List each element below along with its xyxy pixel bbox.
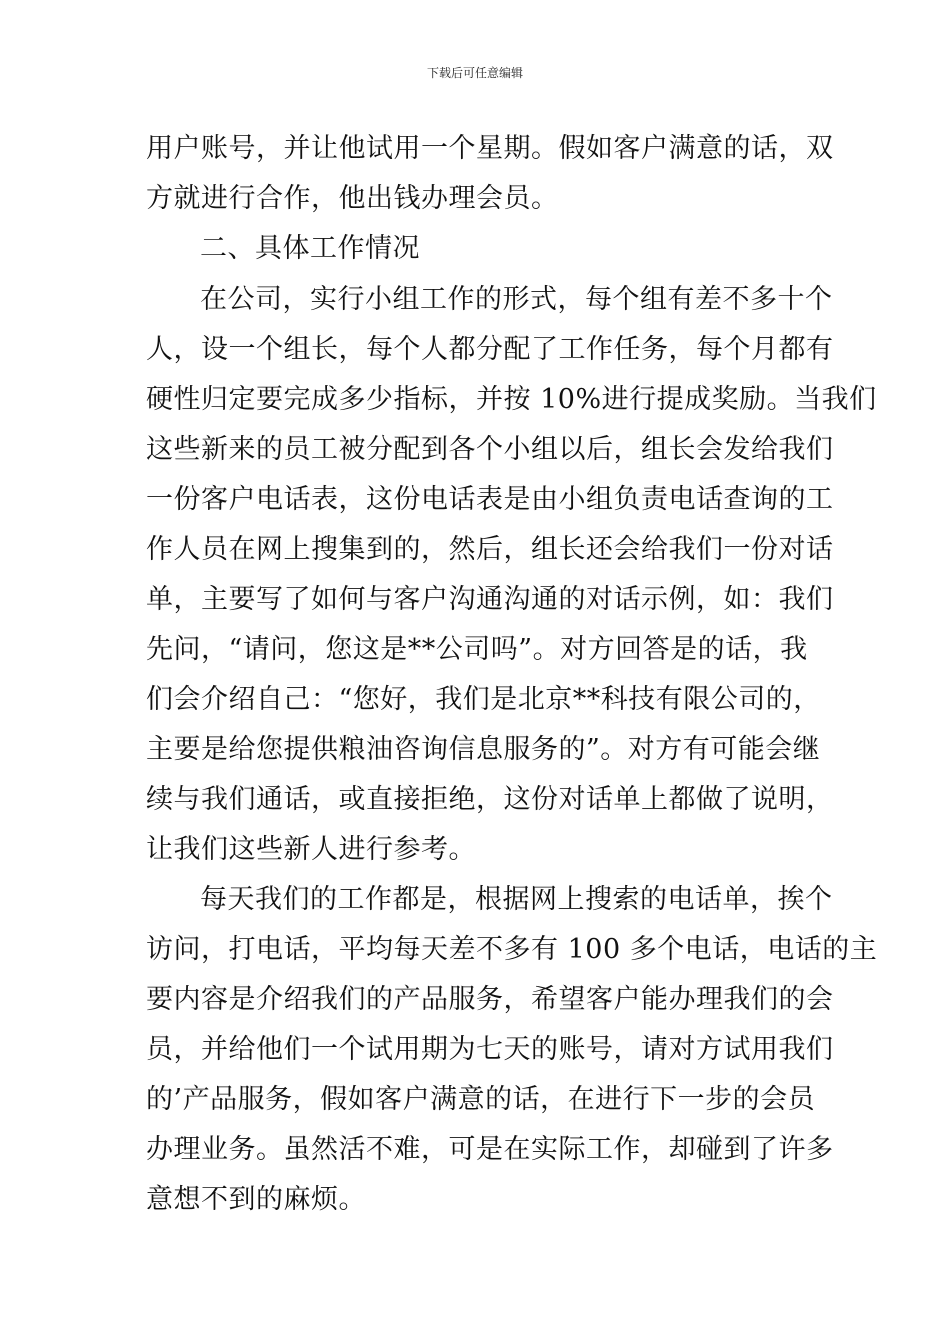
text-line: 访问，打电话，平均每天差不多有 100 多个电话，电话的主 [146,934,878,965]
text-line: 用户账号，并让他试用一个星期。假如客户满意的话，双 [146,133,834,164]
text-line: 一份客户电话表，这份电话表是由小组负责电话查询的工 [146,484,834,515]
text-line: 先问，“请问，您这是**公司吗”。对方回答是的话，我 [146,634,808,665]
text-line: 人，设一个组长，每个人都分配了工作任务，每个月都有 [146,334,834,365]
text-line: 主要是给您提供粮油咨询信息服务的”。对方有可能会继 [146,734,821,765]
text-line: 员，并给他们一个试用期为七天的账号，请对方试用我们 [146,1034,834,1065]
text-line: 让我们这些新人进行参考。 [146,834,476,865]
section-heading: 二、具体工作情况 [200,233,420,264]
text-line: 这些新来的员工被分配到各个小组以后，组长会发给我们 [146,434,834,465]
text-line: 要内容是介绍我们的产品服务，希望客户能办理我们的会 [146,984,834,1015]
text-line: 方就进行合作，他出钱办理会员。 [146,183,559,214]
text-line: 办理业务。虽然活不难，可是在实际工作，却碰到了许多 [146,1134,834,1165]
text-line: 在公司，实行小组工作的形式，每个组有差不多十个 [200,284,833,315]
text-line: 续与我们通话，或直接拒绝，这份对话单上都做了说明， [146,784,834,815]
text-line: 意想不到的麻烦。 [146,1184,366,1215]
text-line: 的’产品服务，假如客户满意的话，在进行下一步的会员 [146,1084,816,1115]
text-line: 作人员在网上搜集到的，然后，组长还会给我们一份对话 [146,534,834,565]
text-line: 单，主要写了如何与客户沟通沟通的对话示例，如：我们 [146,584,834,615]
text-line: 硬性归定要完成多少指标，并按 10%进行提成奖励。当我们 [146,384,877,415]
text-line: 每天我们的工作都是，根据网上搜索的电话单，挨个 [200,884,833,915]
text-line: 们会介绍自己：“您好，我们是北京**科技有限公司的， [146,684,821,715]
page-header: 下载后可任意编辑 [426,66,523,80]
